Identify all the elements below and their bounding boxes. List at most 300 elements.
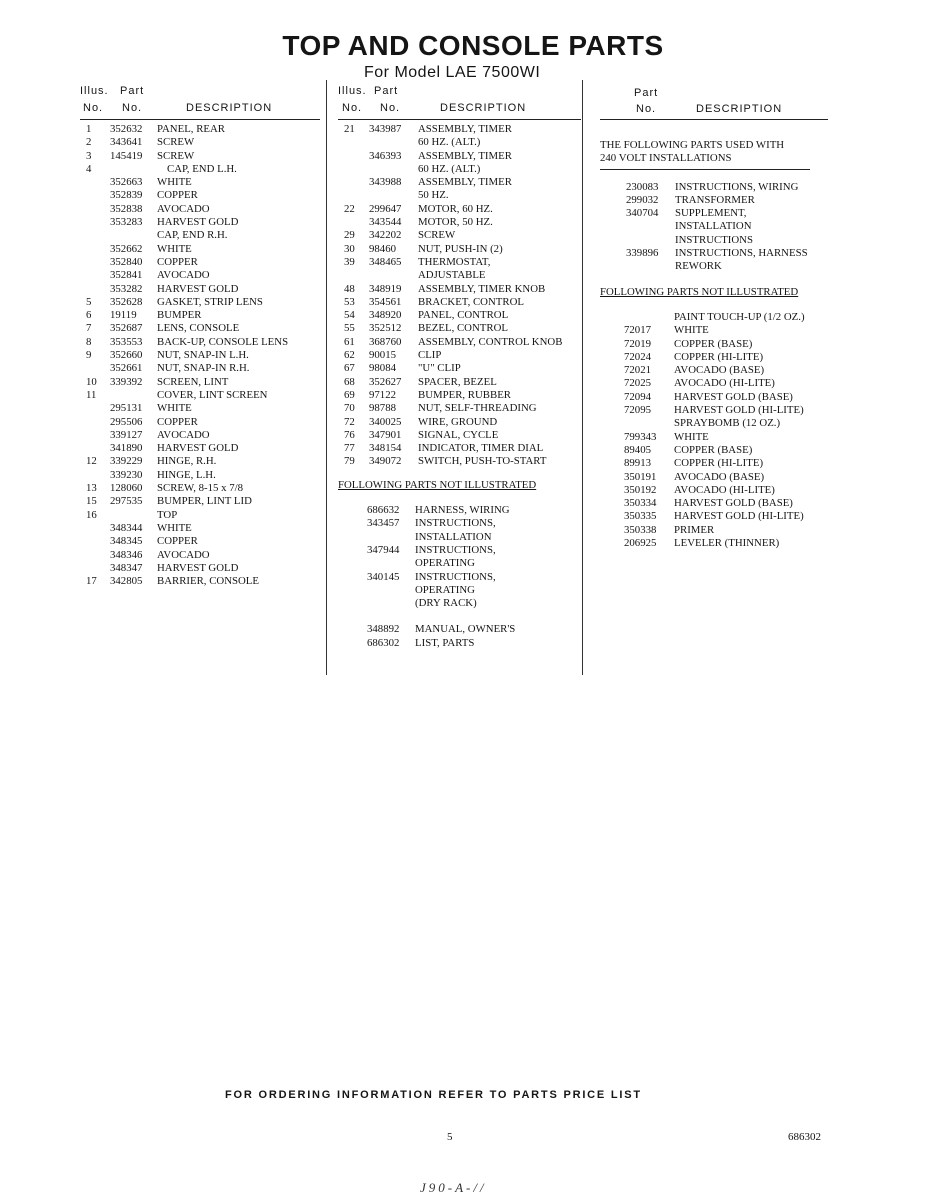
illus-number: 68 bbox=[344, 375, 355, 388]
part-description: AVOCADO bbox=[157, 428, 210, 441]
part-number: 343987 bbox=[369, 123, 402, 135]
illus-number: 1 bbox=[86, 123, 92, 135]
part-description: COPPER (HI-LITE) bbox=[674, 350, 764, 363]
part-number: 350335 bbox=[624, 510, 657, 523]
part-number: 352687 bbox=[110, 322, 143, 335]
paint-parts-list bbox=[600, 311, 828, 550]
illus-number: 21 bbox=[344, 123, 355, 135]
part-description: BEZEL, CONTROL bbox=[418, 322, 508, 335]
list-item bbox=[338, 243, 581, 256]
list-item bbox=[338, 189, 581, 202]
part-description: 60 HZ. (ALT.) bbox=[418, 162, 481, 175]
list-item bbox=[80, 123, 320, 136]
list-item bbox=[80, 309, 320, 322]
part-number: 352660 bbox=[110, 349, 143, 362]
list-item bbox=[80, 376, 320, 389]
list-item bbox=[80, 562, 320, 575]
part-description: INSTRUCTIONS, bbox=[415, 570, 496, 583]
part-number: 352512 bbox=[369, 322, 402, 335]
part-number: 339392 bbox=[110, 375, 143, 388]
parts-list-1 bbox=[80, 123, 320, 588]
part-description: TOP bbox=[157, 508, 178, 521]
list-item bbox=[80, 189, 320, 202]
illus-number: 16 bbox=[86, 508, 97, 521]
list-item bbox=[80, 509, 320, 522]
part-number: 348154 bbox=[369, 442, 402, 455]
list-item bbox=[80, 322, 320, 335]
part-description: COPPER bbox=[157, 255, 198, 268]
part-description: MOTOR, 60 HZ. bbox=[418, 202, 493, 215]
part-description: LIST, PARTS bbox=[415, 636, 475, 649]
list-item bbox=[600, 497, 828, 510]
part-number: 340704 bbox=[626, 207, 659, 220]
part-description: BRACKET, CONTROL bbox=[418, 295, 524, 308]
list-item bbox=[80, 522, 320, 535]
list-item bbox=[600, 220, 828, 233]
illus-number: 62 bbox=[344, 349, 355, 362]
list-item bbox=[600, 510, 828, 523]
part-number: 352632 bbox=[110, 123, 143, 135]
part-no-label: No. bbox=[636, 103, 657, 115]
illus-number: 4 bbox=[86, 162, 92, 175]
list-item bbox=[600, 471, 828, 484]
part-number: 352841 bbox=[110, 269, 143, 282]
part-description: NUT, SNAP-IN L.H. bbox=[157, 349, 249, 362]
part-number: 72095 bbox=[624, 404, 651, 417]
document-code: 686302 bbox=[788, 1131, 821, 1143]
illus-number: 29 bbox=[344, 229, 355, 242]
part-number: 341890 bbox=[110, 442, 143, 455]
illus-number: 15 bbox=[86, 495, 97, 508]
illus-number: 8 bbox=[86, 335, 92, 348]
list-item bbox=[600, 364, 828, 377]
part-number: 97122 bbox=[369, 388, 396, 401]
list-item bbox=[338, 256, 581, 269]
part-description: COPPER bbox=[157, 535, 198, 548]
part-description: COVER, LINT SCREEN bbox=[157, 388, 268, 401]
list-item bbox=[600, 444, 828, 457]
volt-heading-rule bbox=[600, 169, 810, 170]
part-description: REWORK bbox=[675, 260, 722, 273]
list-item bbox=[338, 203, 581, 216]
list-item bbox=[338, 531, 581, 544]
list-item bbox=[338, 349, 581, 362]
list-item bbox=[338, 269, 581, 282]
list-item bbox=[600, 311, 828, 324]
list-item bbox=[338, 597, 581, 610]
part-description: MANUAL, OWNER'S bbox=[415, 623, 516, 636]
part-number: 686632 bbox=[367, 504, 400, 517]
list-item bbox=[338, 150, 581, 163]
illus-number: 39 bbox=[344, 255, 355, 268]
part-description: WHITE bbox=[157, 521, 192, 534]
part-description: COPPER bbox=[157, 189, 198, 202]
list-item bbox=[600, 524, 828, 537]
part-number: 346393 bbox=[369, 149, 402, 162]
illus-number: 2 bbox=[86, 136, 92, 149]
list-item bbox=[338, 571, 581, 584]
part-number: 348345 bbox=[110, 535, 143, 548]
list-item bbox=[80, 150, 320, 163]
list-item bbox=[80, 349, 320, 362]
list-item bbox=[600, 484, 828, 497]
illus-number: 76 bbox=[344, 428, 355, 441]
part-number: 72024 bbox=[624, 350, 651, 363]
part-description: ASSEMBLY, TIMER KNOB bbox=[418, 282, 546, 295]
part-number: 340025 bbox=[369, 415, 402, 428]
part-description: BACK-UP, CONSOLE LENS bbox=[157, 335, 289, 348]
list-item bbox=[338, 402, 581, 415]
part-description: OPERATING bbox=[415, 583, 475, 596]
part-number: 128060 bbox=[110, 482, 143, 495]
list-item bbox=[338, 309, 581, 322]
illus-number: 22 bbox=[344, 202, 355, 215]
part-number: 206925 bbox=[624, 537, 657, 550]
part-number: 349072 bbox=[369, 455, 402, 468]
illus-number: 67 bbox=[344, 362, 355, 375]
list-item bbox=[338, 163, 581, 176]
part-description: CAP, END L.H. bbox=[167, 162, 237, 175]
part-description: SPACER, BEZEL bbox=[418, 375, 497, 388]
list-item bbox=[600, 417, 828, 430]
illus-label: Illus. bbox=[80, 85, 109, 97]
part-no-label: No. bbox=[380, 102, 401, 114]
part-description: TRANSFORMER bbox=[675, 193, 755, 206]
list-item bbox=[338, 429, 581, 442]
part-description: HINGE, L.H. bbox=[157, 468, 216, 481]
list-item bbox=[600, 194, 828, 207]
part-description: SCREEN, LINT bbox=[157, 375, 229, 388]
part-description: WHITE bbox=[157, 402, 192, 415]
part-number: 89913 bbox=[624, 457, 651, 470]
part-number: 352627 bbox=[369, 375, 402, 388]
part-number: 72021 bbox=[624, 364, 651, 377]
list-item bbox=[338, 296, 581, 309]
list-item bbox=[80, 416, 320, 429]
list-item bbox=[80, 243, 320, 256]
part-description: NUT, SELF-THREADING bbox=[418, 402, 537, 415]
list-item bbox=[80, 455, 320, 468]
part-description: SPRAYBOMB (12 OZ.) bbox=[674, 417, 781, 430]
list-item bbox=[338, 376, 581, 389]
part-description: 60 HZ. (ALT.) bbox=[418, 136, 481, 149]
list-item bbox=[80, 442, 320, 455]
column-2-header bbox=[338, 80, 581, 120]
list-item bbox=[600, 537, 828, 550]
part-number: 352838 bbox=[110, 202, 143, 215]
part-number: 72017 bbox=[624, 324, 651, 337]
part-number: 72094 bbox=[624, 390, 651, 403]
list-item bbox=[80, 269, 320, 282]
illus-label: Illus. bbox=[338, 85, 367, 97]
part-number: 352839 bbox=[110, 189, 143, 202]
column-divider-2 bbox=[582, 80, 583, 675]
column-divider-1 bbox=[326, 80, 327, 675]
part-description: INSTALLATION bbox=[415, 530, 492, 543]
part-number: 353283 bbox=[110, 216, 143, 229]
part-description: HINGE, R.H. bbox=[157, 455, 217, 468]
illus-no-label: No. bbox=[83, 102, 104, 114]
list-item bbox=[80, 176, 320, 189]
part-number: 799343 bbox=[624, 430, 657, 443]
part-number: 295131 bbox=[110, 402, 143, 415]
description-label: DESCRIPTION bbox=[186, 102, 273, 114]
parts-column-2 bbox=[338, 80, 581, 650]
list-item bbox=[600, 431, 828, 444]
part-number: 348347 bbox=[110, 561, 143, 574]
volt-heading-line-1: THE FOLLOWING PARTS USED WITH bbox=[600, 139, 785, 151]
list-item bbox=[338, 216, 581, 229]
illus-number: 53 bbox=[344, 295, 355, 308]
parts-column-3 bbox=[600, 80, 828, 550]
part-description: WHITE bbox=[157, 176, 192, 189]
list-item bbox=[80, 136, 320, 149]
part-description: HARVEST GOLD bbox=[157, 216, 239, 229]
not-illustrated-list bbox=[338, 504, 581, 650]
part-number: 348919 bbox=[369, 282, 402, 295]
list-item bbox=[80, 575, 320, 588]
part-number: 342202 bbox=[369, 229, 402, 242]
list-item bbox=[338, 637, 581, 650]
header-rule bbox=[80, 119, 320, 120]
part-description: HARVEST GOLD bbox=[157, 282, 239, 295]
list-item bbox=[80, 203, 320, 216]
part-description: GASKET, STRIP LENS bbox=[157, 295, 263, 308]
part-number: 350334 bbox=[624, 497, 657, 510]
part-number: 348920 bbox=[369, 309, 402, 322]
list-item bbox=[600, 260, 828, 273]
header-rule bbox=[600, 119, 828, 120]
part-description: ADJUSTABLE bbox=[418, 269, 486, 282]
part-description: HARVEST GOLD (HI-LITE) bbox=[674, 510, 804, 523]
list-item bbox=[80, 296, 320, 309]
part-number: 353282 bbox=[110, 282, 143, 295]
list-item bbox=[600, 377, 828, 390]
part-number: 343457 bbox=[367, 517, 400, 530]
illus-number: 77 bbox=[344, 442, 355, 455]
list-item bbox=[338, 517, 581, 530]
part-description: WHITE bbox=[157, 242, 192, 255]
part-description: PRIMER bbox=[674, 523, 715, 536]
list-item bbox=[80, 535, 320, 548]
part-description: INSTRUCTIONS bbox=[675, 233, 753, 246]
part-description: BUMPER, RUBBER bbox=[418, 388, 511, 401]
part-number: 348344 bbox=[110, 521, 143, 534]
part-description: BUMPER, LINT LID bbox=[157, 495, 252, 508]
part-description: ASSEMBLY, TIMER bbox=[418, 149, 512, 162]
description-label: DESCRIPTION bbox=[440, 102, 527, 114]
part-description: BARRIER, CONSOLE bbox=[157, 575, 259, 588]
list-item bbox=[338, 544, 581, 557]
list-item bbox=[338, 416, 581, 429]
part-description: INDICATOR, TIMER DIAL bbox=[418, 442, 544, 455]
part-number: 347944 bbox=[367, 543, 400, 556]
part-description: COPPER (BASE) bbox=[674, 443, 753, 456]
part-number: 686302 bbox=[367, 636, 400, 649]
part-description: INSTRUCTIONS, HARNESS bbox=[675, 247, 808, 260]
part-description: (DRY RACK) bbox=[415, 597, 477, 610]
list-item bbox=[338, 123, 581, 136]
illus-number: 54 bbox=[344, 309, 355, 322]
part-number: 299647 bbox=[369, 202, 402, 215]
illus-number: 55 bbox=[344, 322, 355, 335]
part-description: OPERATING bbox=[415, 557, 475, 570]
list-item bbox=[338, 557, 581, 570]
part-number: 350338 bbox=[624, 523, 657, 536]
header-rule bbox=[338, 119, 581, 120]
part-number: 340145 bbox=[367, 570, 400, 583]
list-item bbox=[80, 429, 320, 442]
illus-number: 30 bbox=[344, 242, 355, 255]
part-description: SUPPLEMENT, bbox=[675, 207, 747, 220]
part-number: 343544 bbox=[369, 216, 402, 229]
list-item bbox=[338, 455, 581, 468]
part-description: LENS, CONSOLE bbox=[157, 322, 240, 335]
part-description: HARVEST GOLD (HI-LITE) bbox=[674, 404, 804, 417]
list-item bbox=[600, 351, 828, 364]
part-description: HARVEST GOLD bbox=[157, 442, 239, 455]
part-description: PAINT TOUCH-UP (1/2 OZ.) bbox=[674, 310, 805, 323]
list-item bbox=[80, 163, 320, 176]
part-description: AVOCADO bbox=[157, 269, 210, 282]
handwritten-mark: J90-A-// bbox=[420, 1180, 487, 1195]
part-description: ASSEMBLY, CONTROL KNOB bbox=[418, 335, 563, 348]
part-description: HARNESS, WIRING bbox=[415, 504, 510, 517]
part-number: 348892 bbox=[367, 623, 400, 636]
part-description: AVOCADO (BASE) bbox=[674, 364, 765, 377]
part-number: 348465 bbox=[369, 255, 402, 268]
column-1-header bbox=[80, 80, 320, 120]
part-number: 350191 bbox=[624, 470, 657, 483]
list-item bbox=[80, 402, 320, 415]
part-description: CLIP bbox=[418, 349, 442, 362]
description-label: DESCRIPTION bbox=[696, 103, 783, 115]
part-description: CAP, END R.H. bbox=[157, 229, 228, 242]
part-description: INSTRUCTIONS, bbox=[415, 543, 496, 556]
list-item bbox=[338, 136, 581, 149]
part-number: 352661 bbox=[110, 362, 143, 375]
part-number: 297535 bbox=[110, 495, 143, 508]
illus-number: 69 bbox=[344, 388, 355, 401]
part-description: HARVEST GOLD bbox=[157, 561, 239, 574]
part-number: 339229 bbox=[110, 455, 143, 468]
part-number: 72019 bbox=[624, 337, 651, 350]
list-item bbox=[80, 495, 320, 508]
part-description: SWITCH, PUSH-TO-START bbox=[418, 455, 547, 468]
part-description: HARVEST GOLD (BASE) bbox=[674, 390, 793, 403]
part-description: 50 HZ. bbox=[418, 189, 449, 202]
parts-list-2 bbox=[338, 123, 581, 469]
list-item bbox=[338, 283, 581, 296]
list-item bbox=[80, 216, 320, 229]
part-number: 352628 bbox=[110, 295, 143, 308]
volt-heading-line-2: 240 VOLT INSTALLATIONS bbox=[600, 152, 732, 165]
part-description: NUT, PUSH-IN (2) bbox=[418, 242, 503, 255]
illus-number: 79 bbox=[344, 455, 355, 468]
part-number: 352663 bbox=[110, 176, 143, 189]
illus-number: 3 bbox=[86, 149, 92, 162]
part-number: 343988 bbox=[369, 176, 402, 189]
part-description: ASSEMBLY, TIMER bbox=[418, 123, 512, 135]
part-label: Part bbox=[634, 87, 659, 99]
list-item bbox=[338, 229, 581, 242]
part-description: SCREW bbox=[157, 149, 195, 162]
part-description: AVOCADO (HI-LITE) bbox=[674, 377, 775, 390]
part-number: 19119 bbox=[110, 309, 137, 322]
list-item bbox=[338, 442, 581, 455]
page-number: 5 bbox=[447, 1131, 453, 1143]
illus-number: 10 bbox=[86, 375, 97, 388]
part-description: "U" CLIP bbox=[418, 362, 461, 375]
column-3-header bbox=[600, 80, 828, 120]
part-description: SCREW, 8-15 x 7/8 bbox=[157, 482, 243, 495]
part-number: 353553 bbox=[110, 335, 143, 348]
list-item bbox=[600, 247, 828, 260]
part-number: 98084 bbox=[369, 362, 396, 375]
part-label: Part bbox=[120, 85, 145, 97]
list-item bbox=[80, 229, 320, 242]
part-description: WIRE, GROUND bbox=[418, 415, 498, 428]
part-number: 72025 bbox=[624, 377, 651, 390]
volt-parts-list bbox=[600, 181, 828, 274]
not-illustrated-heading: FOLLOWING PARTS NOT ILLUSTRATED bbox=[338, 478, 537, 491]
part-description: HARVEST GOLD (BASE) bbox=[674, 497, 793, 510]
list-item bbox=[80, 283, 320, 296]
list-item bbox=[80, 389, 320, 402]
list-item bbox=[338, 322, 581, 335]
part-number: 98788 bbox=[369, 402, 396, 415]
ordering-footer: FOR ORDERING INFORMATION REFER TO PARTS PRICE LIST bbox=[225, 1089, 642, 1101]
part-number: 350192 bbox=[624, 483, 657, 496]
list-item bbox=[600, 391, 828, 404]
part-description: AVOCADO bbox=[157, 202, 210, 215]
part-description: MOTOR, 50 HZ. bbox=[418, 216, 493, 229]
list-item bbox=[600, 181, 828, 194]
part-number: 352840 bbox=[110, 255, 143, 268]
list-item bbox=[600, 207, 828, 220]
illus-number: 48 bbox=[344, 282, 355, 295]
illus-number: 6 bbox=[86, 309, 92, 322]
part-number: 230083 bbox=[626, 180, 659, 193]
illus-number: 13 bbox=[86, 482, 97, 495]
part-description: BUMPER bbox=[157, 309, 202, 322]
part-number: 339127 bbox=[110, 428, 143, 441]
part-number: 339230 bbox=[110, 468, 143, 481]
illus-number: 70 bbox=[344, 402, 355, 415]
part-description: INSTALLATION bbox=[675, 220, 752, 233]
part-number: 295506 bbox=[110, 415, 143, 428]
part-description: ASSEMBLY, TIMER bbox=[418, 176, 512, 189]
parts-column-1 bbox=[80, 80, 320, 588]
part-number: 348346 bbox=[110, 548, 143, 561]
part-number: 368760 bbox=[369, 335, 402, 348]
list-item bbox=[338, 623, 581, 636]
illus-number: 11 bbox=[86, 388, 97, 401]
part-number: 343641 bbox=[110, 136, 143, 149]
list-item bbox=[338, 176, 581, 189]
part-no-label: No. bbox=[122, 102, 143, 114]
list-item bbox=[600, 457, 828, 470]
page-title: TOP AND CONSOLE PARTS bbox=[282, 30, 664, 61]
illus-number: 5 bbox=[86, 295, 92, 308]
part-description: AVOCADO (HI-LITE) bbox=[674, 483, 775, 496]
part-number: 347901 bbox=[369, 428, 402, 441]
part-description: THERMOSTAT, bbox=[418, 255, 491, 268]
list-item bbox=[338, 504, 581, 517]
list-item bbox=[80, 469, 320, 482]
illus-number: 9 bbox=[86, 349, 92, 362]
not-illustrated-heading: FOLLOWING PARTS NOT ILLUSTRATED bbox=[600, 285, 799, 298]
